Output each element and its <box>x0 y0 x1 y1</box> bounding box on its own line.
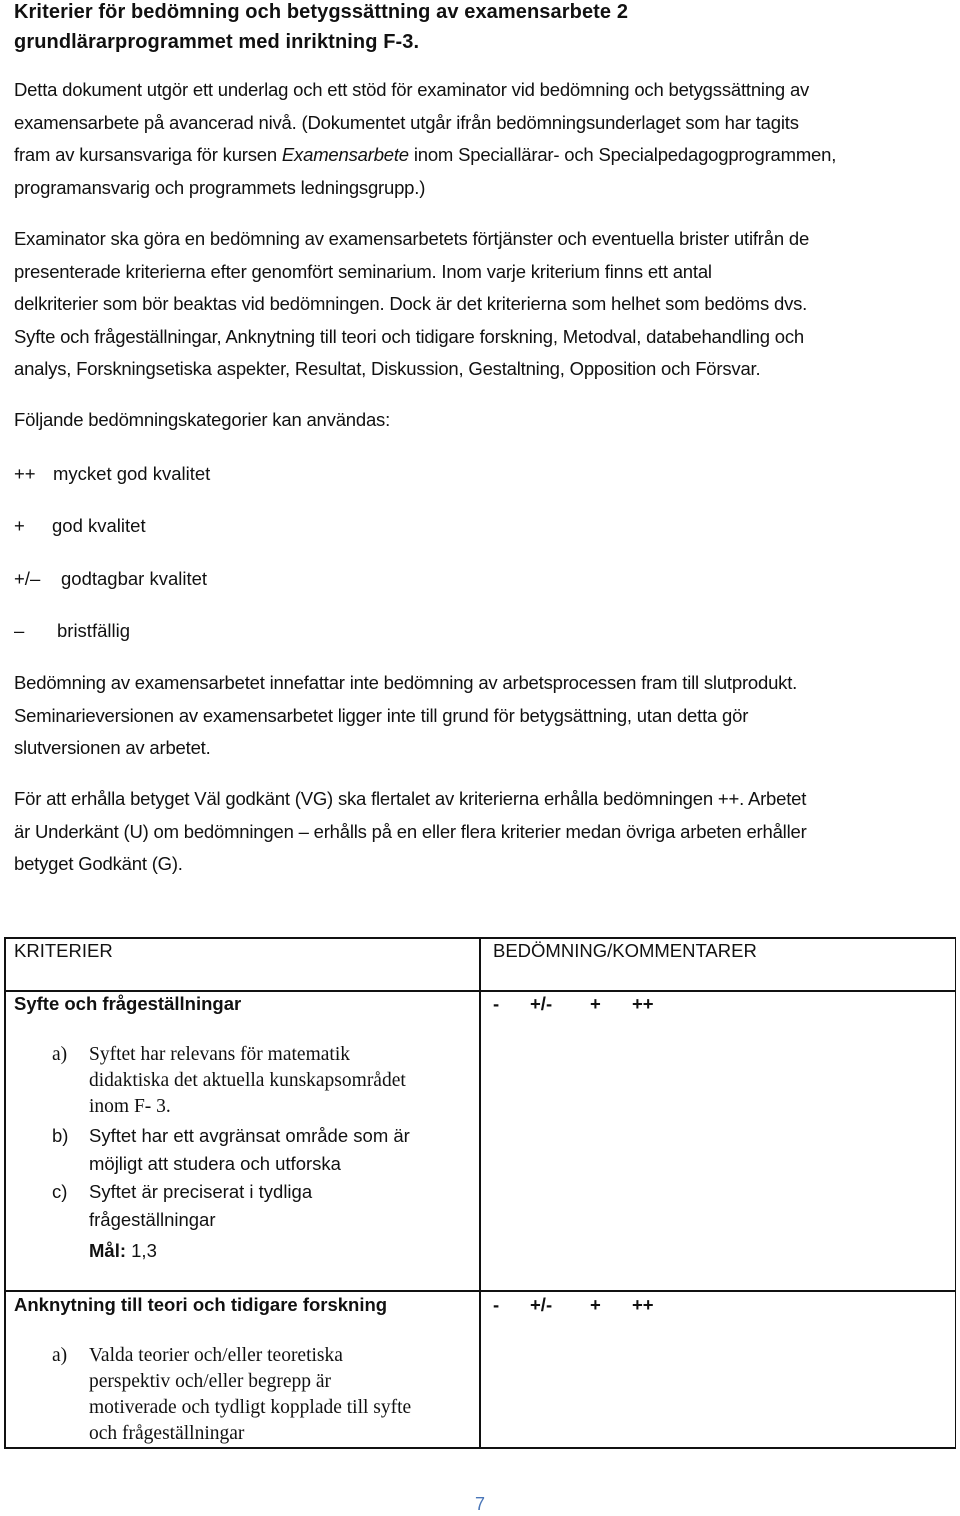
category-symbol: + <box>14 515 25 536</box>
table-border-right <box>955 937 957 1449</box>
document-title <box>14 0 944 56</box>
scale-plus-minus: +/- <box>530 1294 553 1315</box>
section-heading: Syfte och frågeställningar <box>14 993 242 1014</box>
table-row-divider <box>4 1290 956 1292</box>
goal-value: 1,3 <box>126 1240 157 1261</box>
criterion-item <box>52 1122 472 1178</box>
text-span: inom Speciallärar- och Specialpedagogprogrammen, <box>408 144 837 165</box>
item-text <box>89 1178 479 1234</box>
category-label: god kvalitet <box>52 515 146 536</box>
text-line: Bedömning av examensarbetet innefattar inte bedömning av arbetsprocessen fram till slutprodukt. <box>14 672 798 693</box>
scale-plus-plus: ++ <box>632 1294 654 1315</box>
text-line: inom F- 3. <box>89 1096 171 1117</box>
text-line: motiverade och tydligt kopplade till syfte <box>89 1397 412 1418</box>
grading-paragraph <box>14 783 954 881</box>
text-line: Syftet är preciserat i tydliga <box>89 1181 313 1202</box>
text-line: Syftet har relevans för matematik <box>89 1044 350 1065</box>
goal-line <box>89 1237 157 1265</box>
category-label: bristfällig <box>57 620 130 641</box>
examinator-paragraph <box>14 223 954 386</box>
scale-minus: - <box>493 993 500 1014</box>
goal-label: Mål: <box>89 1240 126 1261</box>
process-paragraph <box>14 667 954 765</box>
criterion-item <box>52 1178 472 1234</box>
category-label: mycket god kvalitet <box>53 463 211 484</box>
text-line: examensarbete på avancerad nivå. (Dokumentet utgår ifrån bedömningsunderlaget som har tagits <box>14 111 799 133</box>
category-item <box>14 566 207 592</box>
criterion-item <box>52 1042 472 1122</box>
table-border-left <box>4 937 6 1449</box>
course-name: Examensarbete <box>281 144 409 165</box>
category-symbol: – <box>14 620 25 641</box>
scale-plus: + <box>590 993 601 1014</box>
text-span: fram av kursansvariga för kursen <box>14 144 282 165</box>
text-line: är Underkänt (U) om bedömningen – erhålls på en eller flera kriterier medan övriga arbeten erhåller <box>14 820 807 842</box>
text-line: För att erhålla betyget Väl godkänt (VG) ska flertalet av kriterierna erhålla bedömningen ++. Arbetet <box>14 788 807 809</box>
page-number: 7 <box>474 1494 485 1514</box>
text-line: delkriterier som bör beaktas vid bedömningen. Dock är det kriterierna som helhet som bedöms dvs. <box>14 293 808 314</box>
category-symbol: +/– <box>14 568 41 589</box>
title-line: Kriterier för bedömning och betygssättning av examensarbete 2 <box>14 1 629 23</box>
text-line: Examinator ska göra en bedömning av examensarbetets förtjänster och eventuella brister utifrån de <box>14 228 810 249</box>
text-line: analys, Forskningsetiska aspekter, Resultat, Diskussion, Gestaltning, Opposition och Försvar. <box>14 358 761 379</box>
scale-minus: - <box>493 1294 500 1315</box>
category-symbol: ++ <box>14 463 36 484</box>
text-line: Seminarieversionen av examensarbetet ligger inte till grund för betygsättning, utan detta gör <box>14 704 749 726</box>
categories-intro: Följande bedömningskategorier kan användas: <box>14 409 391 430</box>
text-line: perspektiv och/eller begrepp är <box>89 1371 332 1392</box>
intro-paragraph <box>14 74 954 204</box>
item-text <box>89 1343 479 1447</box>
section-heading: Anknytning till teori och tidigare forskning <box>14 1294 388 1315</box>
category-item <box>14 513 146 539</box>
criterion-item <box>52 1343 472 1447</box>
text-line: Syfte och frågeställningar, Anknytning till teori och tidigare forskning, Metodval, databehandling och <box>14 325 804 347</box>
title-line: grundlärarprogrammet med inriktning F-3. <box>14 31 420 53</box>
text-line: presenterade kriterierna efter genomfört seminarium. Inom varje kriterium finns ett antal <box>14 260 712 282</box>
scale-plus: + <box>590 1294 601 1315</box>
text-line: och frågeställningar <box>89 1423 245 1444</box>
scale-plus-minus: +/- <box>530 993 553 1014</box>
table-header-criteria: KRITERIER <box>14 940 113 961</box>
scale-plus-plus: ++ <box>632 993 654 1014</box>
text-line <box>14 139 954 172</box>
text-line: didaktiska det aktuella kunskapsområdet <box>89 1070 406 1091</box>
text-line: frågeställningar <box>89 1209 216 1230</box>
text-line: slutversionen av arbetet. <box>14 737 211 758</box>
text-line: programansvarig och programmets ledningsgrupp.) <box>14 176 426 198</box>
text-line: Syftet har ett avgränsat område som är <box>89 1125 410 1146</box>
text-line: möjligt att studera och utforska <box>89 1153 341 1174</box>
table-header-assessment: BEDÖMNING/KOMMENTARER <box>493 940 757 961</box>
item-text <box>89 1122 479 1178</box>
item-label: a) <box>52 1345 68 1366</box>
category-item <box>14 461 210 487</box>
text-line: Valda teorier och/eller teoretiska <box>89 1345 343 1366</box>
item-label: b) <box>52 1125 69 1146</box>
table-column-divider <box>479 937 481 1449</box>
item-label: c) <box>52 1181 68 1202</box>
item-text <box>89 1042 479 1120</box>
text-line: Detta dokument utgör ett underlag och ett stöd för examinator vid bedömning och betygssättning av <box>14 79 810 100</box>
text-line: betyget Godkänt (G). <box>14 853 183 874</box>
category-label: godtagbar kvalitet <box>61 568 208 589</box>
item-label: a) <box>52 1044 68 1065</box>
category-item <box>14 618 130 644</box>
criteria-table <box>4 937 956 1449</box>
